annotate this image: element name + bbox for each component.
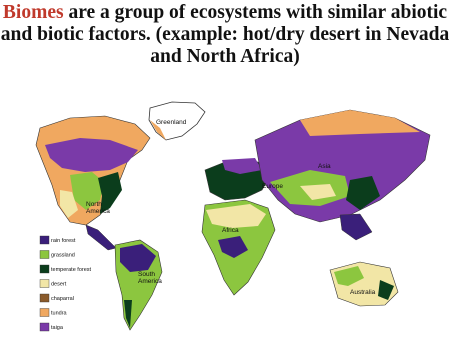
legend-label: desert <box>51 281 67 288</box>
page-title <box>0 2 450 68</box>
southeast-asia-rainforest <box>340 214 372 240</box>
central-america-rainforest <box>86 225 116 250</box>
legend-label: taiga <box>51 325 63 331</box>
legend-swatch <box>40 323 49 331</box>
title-highlight: Biomes <box>2 2 64 23</box>
legend-label: tundra <box>51 310 67 317</box>
legend-label: rain forest <box>51 238 76 244</box>
legend-swatch <box>40 280 49 288</box>
title-rest: are a group of ecosystems with similar abiotic and biotic factors. (example: hot/dry desert in Nevada and North Africa) <box>0 2 450 67</box>
legend-swatch <box>40 309 49 317</box>
label-asia: Asia <box>318 163 331 170</box>
legend-label: chaparral <box>51 296 74 302</box>
label-south-america: South America <box>138 271 162 285</box>
legend-swatch <box>40 265 49 273</box>
label-north-america: North America <box>86 201 110 215</box>
legend-swatch <box>40 236 49 244</box>
legend-label: temperate forest <box>51 267 92 273</box>
label-africa: Africa <box>222 227 239 234</box>
legend-swatch <box>40 251 49 259</box>
legend-swatch <box>40 294 49 302</box>
label-greenland: Greenland <box>156 119 187 126</box>
asia-tundra <box>300 110 420 136</box>
label-europe: Europe <box>262 183 283 190</box>
legend-label: grassland <box>51 252 75 259</box>
label-australia: Australia <box>350 289 376 296</box>
legend <box>40 236 92 331</box>
